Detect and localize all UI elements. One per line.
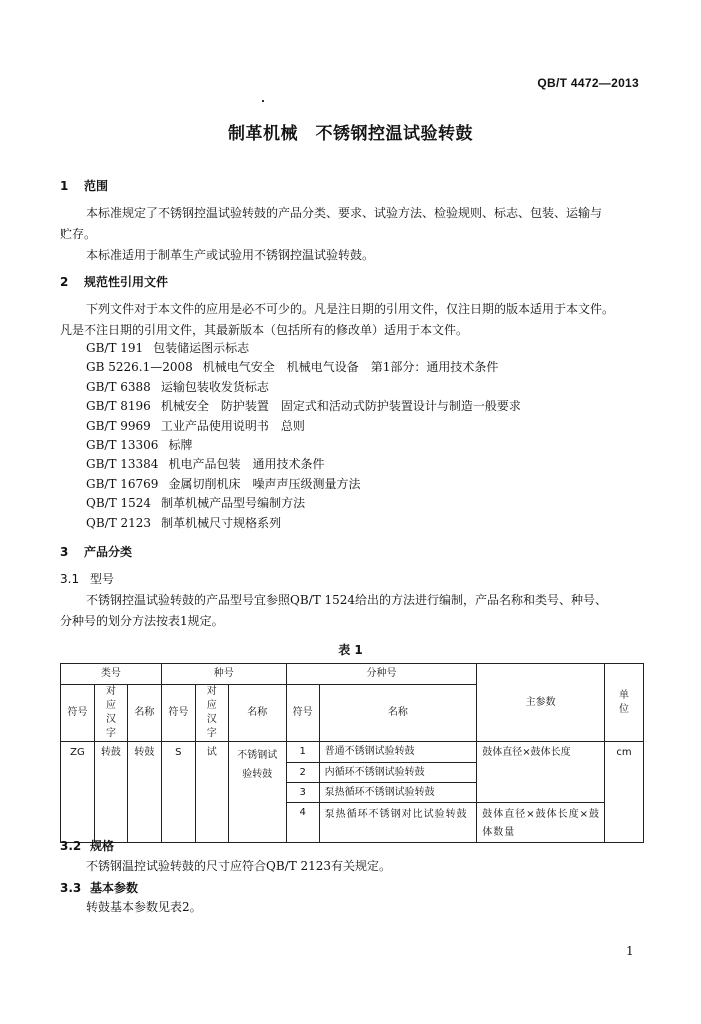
class-symbol: ZG xyxy=(61,742,95,843)
subkind-symbol-header: 符号 xyxy=(286,685,319,742)
ref-title: 包装储运图示标志 xyxy=(153,341,250,355)
section-3-3-heading xyxy=(60,879,138,896)
section-number: 3.2 xyxy=(60,839,82,853)
ref-code: GB/T 16769 xyxy=(86,476,159,491)
kind-han-header: 对应汉字 xyxy=(195,685,228,742)
s31-paragraph-b: 分种号的划分方法按表1规定。 xyxy=(60,614,224,628)
section-3-heading xyxy=(60,543,132,560)
reference-item xyxy=(86,339,521,358)
table-caption: 表 1 xyxy=(338,643,363,657)
reference-item xyxy=(86,397,521,416)
s2-intro-a: 下列文件对于本文件的应用是必不可少的。凡是注日期的引用文件，仅注日期的版本适用于本文件。 xyxy=(86,302,615,316)
ref-title: 运输包装收发货标志 xyxy=(160,379,269,394)
ref-title: 制革机械产品型号编制方法 xyxy=(161,496,306,511)
subkind-name: 普通不锈钢试验转鼓 xyxy=(319,742,477,763)
s33-paragraph: 转鼓基本参数见表2。 xyxy=(86,900,202,914)
s1-paragraph-1b: 贮存。 xyxy=(60,227,97,241)
section-title: 产品分类 xyxy=(84,545,133,559)
s32-paragraph: 不锈钢温控试验转鼓的尺寸应符合QB/T 2123有关规定。 xyxy=(86,859,392,873)
subkind-symbol: 4 xyxy=(286,803,319,843)
section-number: 3 xyxy=(60,545,69,559)
unit: cm xyxy=(604,742,643,843)
reference-item xyxy=(86,417,521,436)
unit-header: 单位 xyxy=(604,664,643,742)
subkind-symbol: 1 xyxy=(286,742,319,763)
main-param: 鼓体直径×鼓体长度 xyxy=(477,742,605,803)
ref-code: GB 5226.1—2008 xyxy=(86,360,193,375)
ref-title: 机电产品包装 通用技术条件 xyxy=(168,457,325,472)
standard-number: QB/T 4472—2013 xyxy=(537,76,639,90)
kind-header: 种号 xyxy=(161,664,286,685)
document-title: 制革机械 不锈钢控温试验转鼓 xyxy=(228,124,473,144)
reference-item xyxy=(86,378,521,397)
reference-item xyxy=(86,455,521,474)
subkind-symbol: 3 xyxy=(286,783,319,803)
section-1-heading xyxy=(60,177,108,194)
section-number: 2 xyxy=(60,275,69,289)
s1-paragraph-1a: 本标准规定了不锈钢控温试验转鼓的产品分类、要求、试验方法、检验规则、标志、包装、运输与 xyxy=(86,206,603,220)
section-number: 1 xyxy=(60,179,69,193)
reference-item xyxy=(86,475,521,494)
section-3-1-heading xyxy=(60,570,114,587)
ref-code: QB/T 2123 xyxy=(86,515,152,530)
ref-code: GB/T 6388 xyxy=(86,379,151,394)
ref-code: QB/T 1524 xyxy=(86,496,152,511)
ref-code: GB/T 13306 xyxy=(86,438,159,453)
page-number: 1 xyxy=(626,944,634,958)
section-number: 3.3 xyxy=(60,881,82,895)
reference-item xyxy=(86,494,521,513)
class-name: 转鼓 xyxy=(127,742,161,843)
ref-title: 工业产品使用说明书 总则 xyxy=(160,418,305,433)
section-number: 3.1 xyxy=(60,572,80,586)
section-3-2-heading xyxy=(60,837,114,854)
kind-han: 试 xyxy=(195,742,228,843)
ref-code: GB/T 13384 xyxy=(86,457,159,472)
subkind-name-header: 名称 xyxy=(319,685,477,742)
ref-title: 制革机械尺寸规格系列 xyxy=(161,515,282,530)
ref-title: 标牌 xyxy=(168,438,193,453)
section-title: 范围 xyxy=(84,179,109,193)
table-1 xyxy=(60,663,644,843)
class-han-header: 对应汉字 xyxy=(94,685,127,742)
section-title: 规格 xyxy=(90,839,115,853)
subkind-symbol: 2 xyxy=(286,763,319,783)
ref-code: GB/T 9969 xyxy=(86,418,151,433)
subkind-name: 内循环不锈钢试验转鼓 xyxy=(319,763,477,783)
s31-paragraph-a: 不锈钢控温试验转鼓的产品型号宜参照QB/T 1524给出的方法进行编制，产品名称和类号、种号、 xyxy=(86,593,608,607)
kind-symbol: S xyxy=(161,742,195,843)
kind-name: 不锈钢试验转鼓 xyxy=(228,742,286,843)
kind-symbol-header: 符号 xyxy=(161,685,195,742)
s2-intro-b: 凡是不注日期的引用文件，其最新版本（包括所有的修改单）适用于本文件。 xyxy=(60,323,469,337)
reference-list xyxy=(86,339,521,533)
class-han: 转鼓 xyxy=(94,742,127,843)
reference-item xyxy=(86,514,521,533)
section-2-heading xyxy=(60,273,168,290)
ref-title: 机械安全 防护装置 固定式和活动式防护装置设计与制造一般要求 xyxy=(160,399,521,414)
ref-code: GB/T 191 xyxy=(86,341,144,355)
subkind-header: 分种号 xyxy=(286,664,477,685)
section-title: 规范性引用文件 xyxy=(84,275,169,289)
class-header: 类号 xyxy=(61,664,162,685)
scan-speck xyxy=(262,100,264,102)
main-param: 鼓体直径×鼓体长度×鼓体数量 xyxy=(477,803,605,843)
subkind-name: 泵热循环不锈钢试验转鼓 xyxy=(319,783,477,803)
ref-title: 机械电气安全 机械电气设备 第1部分：通用技术条件 xyxy=(202,360,499,375)
s1-paragraph-2: 本标准适用于制革生产或试验用不锈钢控温试验转鼓。 xyxy=(86,248,375,262)
section-title: 基本参数 xyxy=(90,881,139,895)
reference-item xyxy=(86,436,521,455)
ref-title: 金属切削机床 噪声声压级测量方法 xyxy=(168,476,361,491)
subkind-name: 泵热循环不锈钢对比试验转鼓 xyxy=(319,803,477,843)
ref-code: GB/T 8196 xyxy=(86,399,151,414)
section-title: 型号 xyxy=(90,572,115,586)
params-header: 主参数 xyxy=(477,664,605,742)
reference-item xyxy=(86,358,521,377)
class-symbol-header: 符号 xyxy=(61,685,95,742)
class-name-header: 名称 xyxy=(127,685,161,742)
kind-name-header: 名称 xyxy=(228,685,286,742)
